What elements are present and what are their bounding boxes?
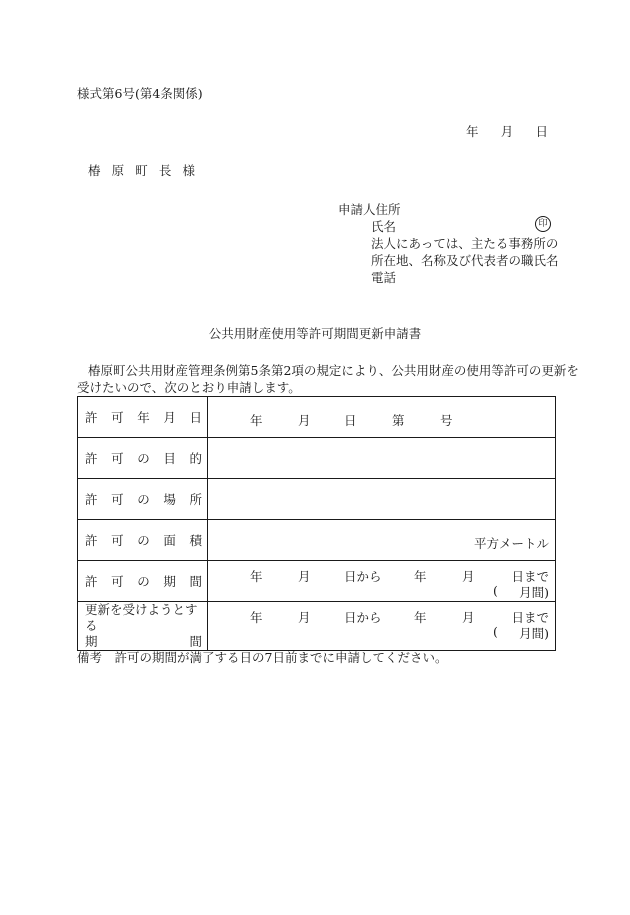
until-label: 日まで (511, 610, 549, 625)
label-char: 的 (189, 451, 202, 466)
applicant-address-label: 申請人住所 (338, 202, 401, 217)
label-char: 日 (189, 410, 202, 425)
remarks: 備考 許可の期間が満了する日の7日前までに申請してください。 (77, 650, 448, 665)
corporate-note-line2: 所在地、名称及び代表者の職氏名 (371, 253, 559, 268)
label-char: 許 (85, 574, 98, 589)
corporate-note-line1: 法人にあっては、主たる事務所の (371, 236, 559, 251)
label-permit-purpose (78, 438, 208, 479)
label-char: 所 (189, 492, 202, 507)
year-label: 年 (250, 413, 263, 428)
addressee-char: 原 (111, 163, 125, 178)
from-label: 日から (344, 610, 382, 625)
label-char: 許 (85, 451, 98, 466)
label-char: 可 (111, 492, 124, 507)
label-char: 可 (111, 574, 124, 589)
label-char: 積 (189, 533, 202, 548)
area-unit: 平方メートル (473, 536, 549, 551)
label-char: 月 (163, 410, 176, 425)
label-char: 許 (85, 533, 98, 548)
label-char: 間 (189, 634, 202, 649)
until-label: 日まで (511, 569, 549, 584)
label-char: 期 (85, 634, 98, 649)
label-permit-period (78, 561, 208, 602)
application-table (77, 396, 556, 651)
year-label: 年 (250, 569, 263, 584)
month-label: 月 (298, 413, 311, 428)
day-label: 日 (535, 124, 548, 139)
table-row (78, 602, 556, 651)
day-label: 日 (344, 413, 357, 428)
months-label: 月間) (519, 585, 549, 600)
label-char: 許 (85, 492, 98, 507)
seal-mark: 印 (535, 216, 551, 232)
label-char: 期 (163, 574, 176, 589)
year-label: 年 (414, 610, 427, 625)
label-char: 面 (163, 533, 176, 548)
year-label: 年 (250, 610, 263, 625)
label-char: 可 (111, 410, 124, 425)
label-char: 場 (163, 492, 176, 507)
label-char: の (137, 533, 150, 548)
value-renewal-period[interactable] (208, 602, 556, 651)
table-row (78, 397, 556, 438)
value-permit-location[interactable] (208, 479, 556, 520)
value-permit-area[interactable] (208, 520, 556, 561)
form-id: 様式第6号(第4条関係) (77, 86, 203, 101)
month-label: 月 (298, 569, 311, 584)
months-label: 月間) (519, 626, 549, 641)
table-row (78, 520, 556, 561)
label-char: 目 (163, 451, 176, 466)
addressee-char: 椿 (88, 163, 101, 178)
value-permit-purpose[interactable] (208, 438, 556, 479)
paren-open: ( (493, 583, 498, 598)
from-label: 日から (344, 569, 382, 584)
addressee (88, 161, 195, 179)
year-label: 年 (414, 569, 427, 584)
number-suffix: 号 (440, 413, 453, 428)
table-row (78, 561, 556, 602)
paren-open: ( (493, 624, 498, 639)
label-char: 可 (111, 451, 124, 466)
addressee-char: 町 (135, 163, 148, 178)
intro-line1: 椿原町公共用財産管理条例第5条第2項の規定により、公共用財産の使用等許可の更新を (88, 363, 579, 378)
label-char: 可 (111, 533, 124, 548)
intro-line2: 受けたいので、次のとおり申請します。 (77, 380, 301, 395)
month-label: 月 (298, 610, 311, 625)
number-prefix: 第 (392, 413, 405, 428)
label-char: の (137, 451, 150, 466)
label-char: の (137, 574, 150, 589)
label-permit-location (78, 479, 208, 520)
document-title: 公共用財産使用等許可期間更新申請書 (208, 326, 422, 341)
submission-date (466, 122, 548, 140)
month-label: 月 (500, 124, 514, 139)
table-row (78, 438, 556, 479)
label-char: 年 (137, 410, 150, 425)
addressee-char: 様 (182, 163, 195, 178)
label-permit-area (78, 520, 208, 561)
label-char: 許 (85, 410, 98, 425)
label-line: 更新を受けようとする (85, 602, 198, 633)
value-permit-period[interactable] (208, 561, 556, 602)
table-row (78, 479, 556, 520)
applicant-name-label: 氏名 (371, 219, 397, 234)
month-label: 月 (462, 569, 475, 584)
year-label: 年 (466, 124, 479, 139)
addressee-char: 長 (158, 163, 172, 178)
month-label: 月 (462, 610, 475, 625)
label-renewal-period (78, 602, 208, 651)
value-permit-date[interactable] (208, 397, 556, 438)
label-permit-date (78, 397, 208, 438)
label-char: 間 (189, 574, 202, 589)
label-char: の (137, 492, 150, 507)
phone-label: 電話 (371, 270, 397, 285)
